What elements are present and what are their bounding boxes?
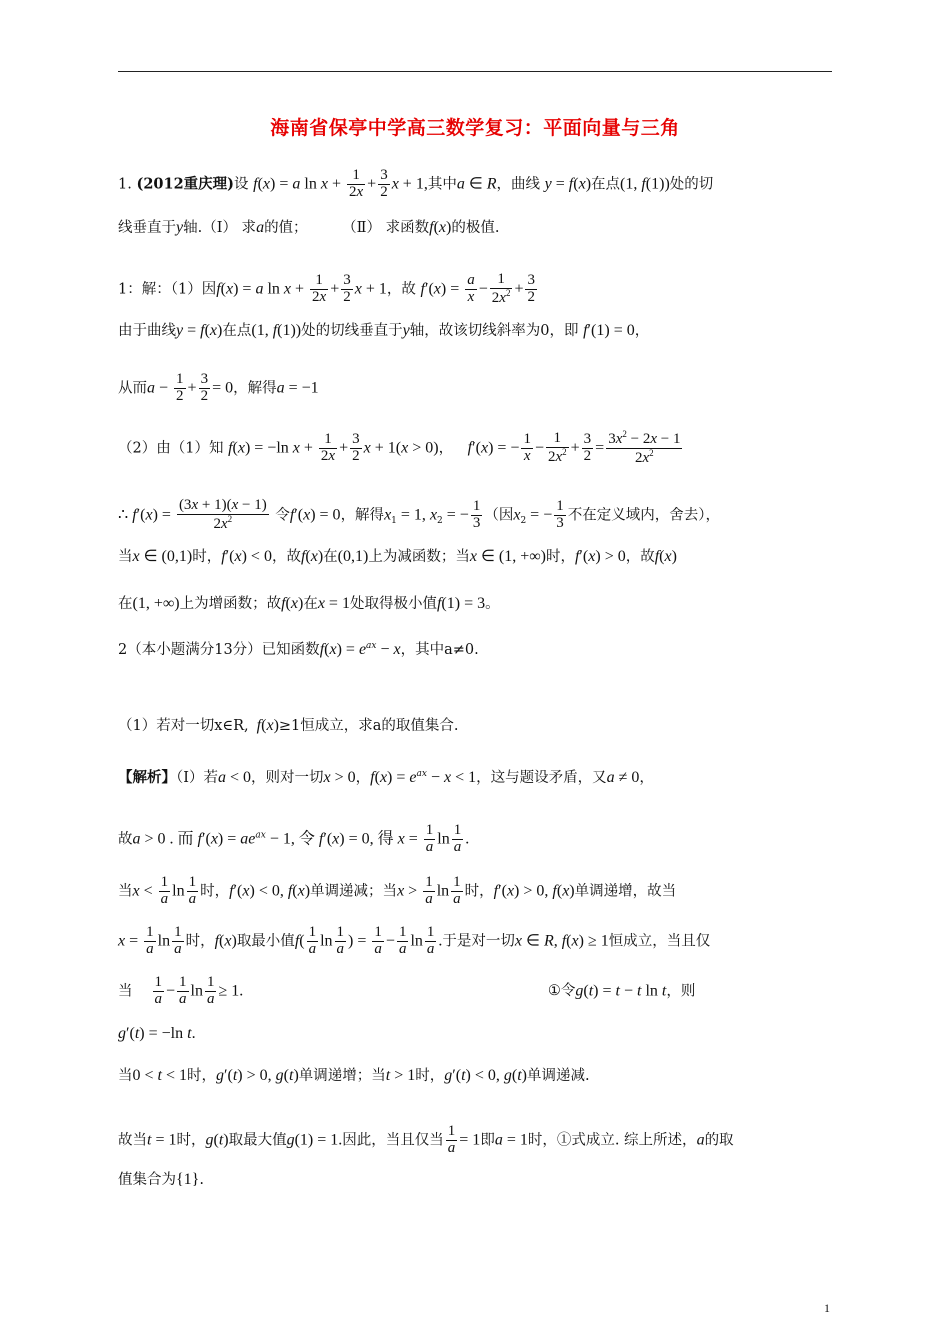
q1-source: (2012重庆理) xyxy=(136,175,235,193)
s2-line-6: g′(t) = −ln t. xyxy=(118,1025,196,1042)
s2-line-2: 故a > 0 . 而 $f'(x) = ae^{ax} - 1$, 令 f′(x) = 0, 得 x = $\frac{1}{a}$ ln $\frac{1}{a}$ . xyxy=(118,822,470,855)
s2-line-9: 值集合为{1}. xyxy=(118,1171,204,1188)
s2-line-4: x = $\frac{1}{a}$ ln $\frac{1}{a}$ 时，f(x)取最小值f( $\frac{1}{a}$ ln $\frac{1}{a}$ ) = $\frac{1}{a}$ − $\frac{1}{a}$ ln $\frac{1}{a}$ .于是对一切x ∈ R, f(x) ≥ 1恒成立，当且仅 xyxy=(118,924,711,957)
s1-line-2: 由于曲线y = f(x)在点(1, f(1))处的切线垂直于y轴，故该切线斜率为0，即 f′(1) = 0， xyxy=(118,322,650,339)
s1-line-7: 在(1, +∞)上为增函数；故f(x)在x = 1处取得极小值f(1) = 3。 xyxy=(118,595,500,612)
page-number: 1 xyxy=(824,1301,830,1315)
s1-line-3: 从而a − $\frac{1}{2}$ + $\frac{3}{2}$ = 0，解得a = −1 xyxy=(118,371,319,404)
s1-line-6: 当x ∈ (0,1)时，f′(x) < 0，故f(x)在(0,1)上为减函数；当x ∈ (1, +∞)时，f′(x) > 0，故f(x) xyxy=(118,548,677,565)
q1-number: 1. xyxy=(118,176,132,193)
s1-line-1: 1：解：（1）因f(x) = a ln x + $\frac{1}{2x}$ + $\frac{3}{2}$ x + 1，故 f′(x) = $\frac{a}{x}$ − $\frac{1}{2x^2}$ + $\frac{3}{2}$ xyxy=(118,271,535,306)
s2-line-1: 【解析】（Ⅰ）若a < 0，则对一切x > 0，$f(x) = e^{ax} - x < 1$，这与题设矛盾，又a ≠ 0， xyxy=(118,769,654,786)
s2-line-3: 当x < $\frac{1}{a}$ ln $\frac{1}{a}$ 时，f′(x) < 0, f(x)单调递减；当x > $\frac{1}{a}$ ln $\frac{1}{a}$ 时，f′(x) > 0, f(x)单调递增，故当 xyxy=(118,874,677,907)
page-title: 海南省保亭中学高三数学复习：平面向量与三角 xyxy=(270,117,680,139)
s2-line-5: 当 $\frac{1}{a}$ − $\frac{1}{a}$ ln $\frac{1}{a}$ ≥ 1. ①令g(t) = t − t ln t，则 xyxy=(118,974,696,1007)
s2-line-8: 故当t = 1时，g(t)取最大值g(1) = 1.因此，当且仅当 $\frac{1}{a}$ = 1即a = 1时，①式成立. 综上所述，a的取 xyxy=(118,1123,734,1156)
s1-line-4: （2）由（1）知 f(x) = −ln x + $\frac{1}{2x}$ + $\frac{3}{2}$ x + 1(x > 0)， f′(x) = − $\frac{1}{x}$ − $\frac{1}{2x^2}$ + $\frac{3}{2}$ = $\frac{3x^2 - 2x - 1}{2x^2}$ xyxy=(118,429,681,466)
header-rule xyxy=(118,71,832,72)
s1-line-5: ∴ f′(x) = $\frac{(3x + 1)(x - 1)}{2x^2}$ 令f′(x) = 0，解得$x_1 = 1$, $x_2$ = − $\frac{1}{3}$ （因$x_2$ = − $\frac{1}{3}$ 不在定义域内，舍去）， xyxy=(118,497,720,532)
q1-line-1: 1. (2012重庆理)设 f(x) = a ln x + $\frac{1}{2x}$ + $\frac{3}{2}$ x + 1,其中a ∈ R，曲线 y = f(x)在点(1, f(1))处的切 xyxy=(118,167,714,200)
q2-line-1: 2（本小题满分13分）已知函数$f(x) = e^{ax} - x$，其中a≠0. xyxy=(118,641,479,658)
q1-line-2: 线垂直于y轴.（Ⅰ） 求a的值； （Ⅱ） 求函数f(x)的极值. xyxy=(118,219,500,236)
q2-line-2: （1）若对一切x∈R, f(x)≥1恒成立，求a的取值集合. xyxy=(118,717,459,734)
s2-line-7: 当0 < t < 1时，g′(t) > 0, g(t)单调递增；当t > 1时，g′(t) < 0, g(t)单调递减. xyxy=(118,1067,590,1084)
